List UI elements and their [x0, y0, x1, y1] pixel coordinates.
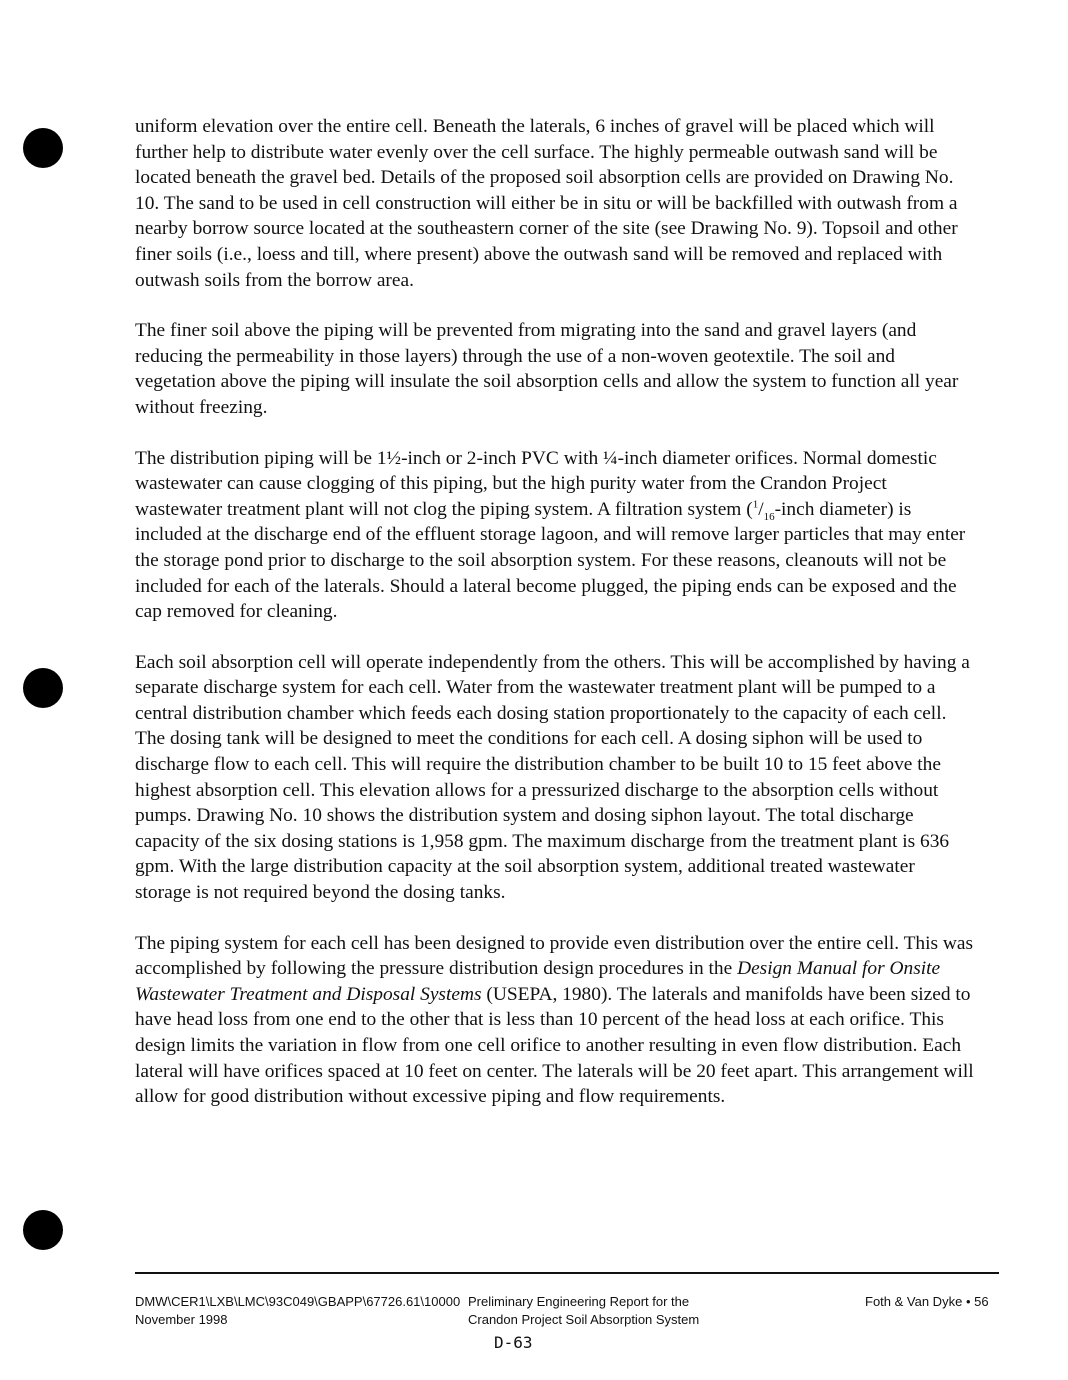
punch-hole — [23, 128, 63, 168]
design-manual-title: Design Manual for Onsite Wastewater Treatment and Disposal Systems — [135, 958, 941, 1005]
paragraph-independent-cells: Each soil absorption cell will operate independently from the others. This will be accomplished by having a separate discharge system for each cell. Water from the wastewater treatment plant will be pumped to a central distribution chamber which feeds each dosing station proportionately to the capacity of each cell. The dosing tank will be designed to meet the conditions for each cell. A dosing siphon will be used to discharge flow to each cell. This will require the distribution chamber to be built 10 to 15 feet above the highest absorption cell. This elevation allows for a pressurized discharge to the absorption cells without pumps. Drawing No. 10 shows the distribution system and dosing siphon layout. The total discharge capacity of the six dosing stations is 1,958 gpm. The maximum discharge from the treatment plant is 636 gpm. With the large distribution capacity at the soil absorption system, additional treated wastewater storage is not required beyond the dosing tanks. — [135, 651, 970, 904]
bullet-separator — [966, 1294, 971, 1309]
text-run: The piping system for each cell has been designed to provide even distribution over the entire cell. This was accomplished by following the pressure distribution design procedures in the — [135, 932, 974, 980]
footer-center — [468, 1293, 699, 1329]
paragraph-geotextile: The finer soil above the piping will be prevented from migrating into the sand and gravel layers (and reducing the permeability in those layers) through the use of a non-woven geotextile. The soil and vegetation above the piping will insulate the soil absorption cells and allow the system to function all year without freezing. — [135, 320, 959, 418]
paragraph-cell-construction: uniform elevation over the entire cell. Beneath the laterals, 6 inches of gravel will be placed which will further help to distribute water evenly over the cell surface. The highly permeable outwash sand will be located beneath the gravel bed. Details of the proposed soil absorption cells are provided on Drawing No. 10. The sand to be used in cell construction will either be in situ or will be backfilled with outwash from a nearby borrow source located at the southeastern corner of the site (see Drawing No. 9). Topsoil and other finer soils (i.e., loess and till, where present) above the outwash sand will be removed and replaced with outwash soils from the borrow area. — [135, 116, 958, 291]
file-path: DMW\CER1\LXB\LMC\93C049\GBAPP\67726.61\10000 — [135, 1294, 461, 1309]
footer-left — [135, 1293, 460, 1329]
footer-divider — [135, 1272, 999, 1274]
report-title-line2: Crandon Project Soil Absorption System — [468, 1312, 700, 1327]
document-body — [135, 114, 975, 1135]
report-date: November 1998 — [135, 1312, 228, 1327]
page-number: 56 — [974, 1294, 989, 1309]
footer-right — [865, 1293, 989, 1311]
punch-hole — [23, 1210, 63, 1250]
company-name: Foth & Van Dyke — [865, 1294, 963, 1309]
text-run: The distribution piping will be 1½-inch or 2-inch PVC with ¼-inch diameter orifices. Normal domestic wastewater can cause clogging of this piping, but the high purity water from the Crandon Project wastewater treatment plant will not clog the piping system. A filtration system ( — [135, 447, 937, 520]
punch-hole — [23, 668, 63, 708]
fraction-slash: / — [758, 498, 764, 520]
fraction-numerator: 1 — [752, 498, 759, 511]
fraction-denominator: 16 — [763, 510, 775, 523]
page-id: D-63 — [494, 1333, 533, 1352]
text-run: -inch diameter) is included at the discharge end of the effluent storage lagoon, and will remove larger particles that may enter the storage pond prior to discharge to the soil absorption system. For these reasons, cleanouts will not be included for each of the laterals. Should a lateral become plugged, the piping ends can be exposed and the cap removed for cleaning. — [135, 498, 966, 623]
text-run: (USEPA, 1980). The laterals and manifolds have been sized to have head loss from one end to the other that is less than 10 percent of the head loss at each orifice. This design limits the variation in flow from one cell orifice to another resulting in even flow distribution. Each lateral will have orifices spaced at 10 feet on center. The laterals will be 20 feet apart. This arrangement will allow for good distribution without excessive piping and flow requirements. — [135, 983, 974, 1108]
paragraph-distribution-piping — [135, 446, 975, 625]
paragraph-pressure-distribution — [135, 931, 975, 1110]
report-title-line1: Preliminary Engineering Report for the — [468, 1294, 690, 1309]
